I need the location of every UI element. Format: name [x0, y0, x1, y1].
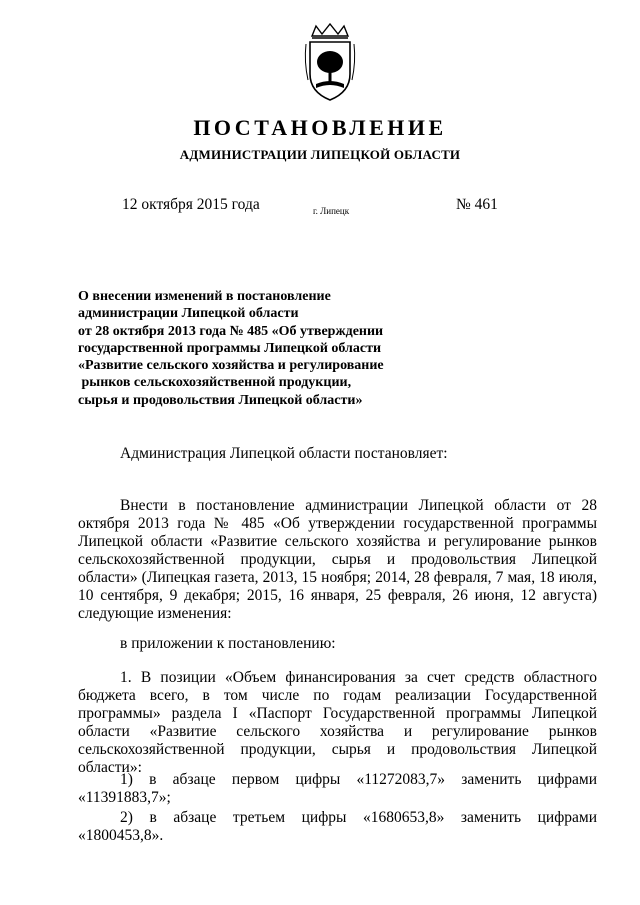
intro-paragraph: Внести в постановление администрации Липецкой области от 28 октября 2013 года № 485 «Об утверждении государственной программы Липецкой области «Развитие сельского хозяйства и регулирование рынков сельскохозяйственной продукции, сырья и продовольствия Липецкой области» (Липецкая газета, 2013, 15 ноября; 2014, 28 февраля, 7 мая, 18 июля, 10 сентября, 9 декабря; 2015, 16 января, 25 февраля, 26 июня, 12 августа) следующие изменения: [78, 497, 597, 622]
subject-line: администрации Липецкой области [78, 306, 299, 322]
subject-line: О внесении изменений в постановление [78, 289, 331, 304]
subitem-2-block [78, 809, 597, 845]
document-subtitle: АДМИНИСТРАЦИИ ЛИПЕЦКОЙ ОБЛАСТИ [179, 147, 461, 162]
annex-paragraph: в приложении к постановлению: [120, 635, 336, 652]
intro-paragraph-block [78, 497, 597, 623]
document-subject [78, 288, 438, 409]
subitem-2-paragraph: 2) в абзаце третьем цифры «1680653,8» заменить цифрами «1800453,8». [78, 809, 597, 844]
subitem-1-paragraph: 1) в абзаце первом цифры «11272083,7» заменить цифрами «11391883,7»; [78, 771, 597, 806]
lead-paragraph: Администрация Липецкой области постановляет: [120, 445, 448, 462]
document-date: 12 октября 2015 года [122, 196, 260, 213]
subject-line: «Развитие сельского хозяйства и регулирование [78, 358, 384, 374]
subject-line: рынков сельскохозяйственной продукции, [78, 375, 352, 391]
document-title: ПОСТАНОВЛЕНИЕ [193, 115, 447, 140]
subject-line: от 28 октября 2013 года № 485 «Об утверждении [78, 323, 384, 339]
item-1-block [78, 669, 597, 777]
item-1-paragraph: 1. В позиции «Объем финансирования за счет средств областного бюджета всего, в том числе по годам реализации Государственной программы» раздела I «Паспорт Государственной программы Липецкой области «Развитие сельского хозяйства и регулирование рынков сельскохозяйственной продукции, сырья и продовольствия Липецкой области»: [78, 669, 597, 776]
lipetsk-coat-of-arms-icon [302, 22, 358, 102]
document-city: г. Липецк [313, 206, 350, 216]
subject-line: сырья и продовольствия Липецкой области» [78, 392, 363, 408]
subitem-1-block [78, 771, 597, 807]
document-number: № 461 [456, 196, 498, 213]
subject-line: государственной программы Липецкой области [78, 340, 382, 356]
